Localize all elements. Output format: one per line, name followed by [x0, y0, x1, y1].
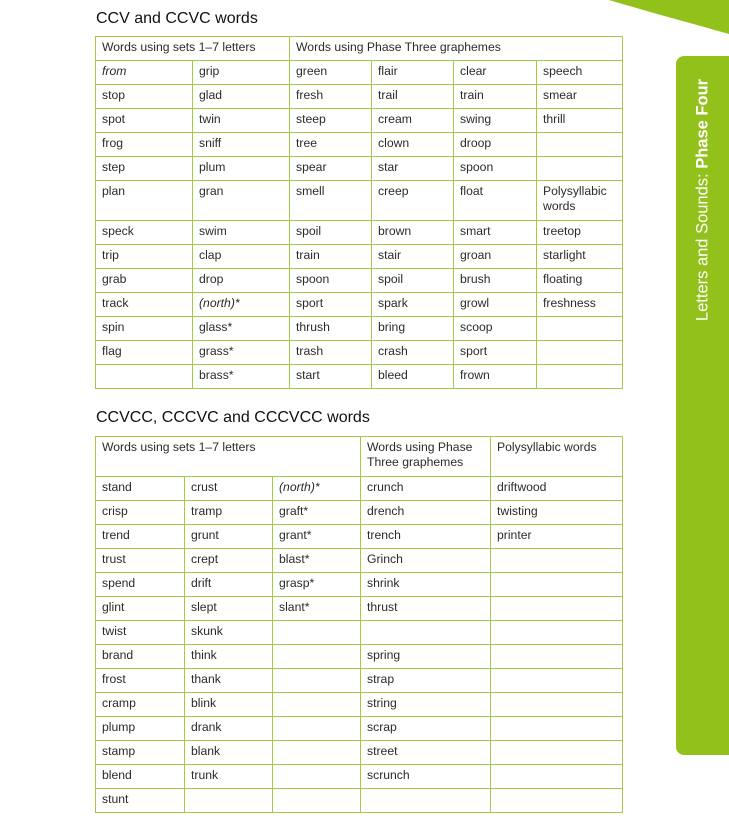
table-row	[96, 61, 623, 85]
table-cell: from	[96, 61, 193, 85]
table-row	[96, 477, 623, 501]
table-cell: (north)*	[193, 293, 290, 317]
table-cell: drank	[185, 717, 273, 741]
table-cell: street	[361, 741, 491, 765]
table-cell: train	[290, 245, 372, 269]
table-cell: star	[372, 157, 454, 181]
table-cell: frown	[454, 365, 537, 389]
table-cell: string	[361, 693, 491, 717]
side-tab	[676, 56, 729, 755]
table-cell: clap	[193, 245, 290, 269]
table-cell: plump	[96, 717, 185, 741]
table-row	[96, 341, 623, 365]
table-cell: gran	[193, 181, 290, 221]
table-row	[96, 181, 623, 221]
table-cell: scoop	[454, 317, 537, 341]
table-cell: stand	[96, 477, 185, 501]
table-cell: spark	[372, 293, 454, 317]
table-cell: crust	[185, 477, 273, 501]
table-row	[96, 717, 623, 741]
table-cell: crisp	[96, 501, 185, 525]
table-cell: droop	[454, 133, 537, 157]
table-cell: thank	[185, 669, 273, 693]
table-cell: spoon	[454, 157, 537, 181]
table-cell	[273, 741, 361, 765]
table-cell: bleed	[372, 365, 454, 389]
table-cell: trench	[361, 525, 491, 549]
table-row	[96, 245, 623, 269]
table-cell: drop	[193, 269, 290, 293]
table-cell: trash	[290, 341, 372, 365]
table-cell	[491, 669, 623, 693]
table-row	[96, 789, 623, 813]
table-cell: sport	[290, 293, 372, 317]
table-cell	[273, 621, 361, 645]
table-cell: crash	[372, 341, 454, 365]
table-cell: spring	[361, 645, 491, 669]
table-row	[96, 669, 623, 693]
table-cell: blink	[185, 693, 273, 717]
section1-title: CCV and CCVC words	[96, 10, 258, 27]
table-cell	[537, 341, 623, 365]
table-cell: flag	[96, 341, 193, 365]
table-row	[96, 269, 623, 293]
table-cell: start	[290, 365, 372, 389]
table-row	[96, 549, 623, 573]
table-cell: crept	[185, 549, 273, 573]
table-cell: skunk	[185, 621, 273, 645]
table-cell	[185, 789, 273, 813]
table-cell: trail	[372, 85, 454, 109]
header-sets-letters: Words using sets 1–7 letters	[96, 37, 290, 61]
table-cell	[491, 645, 623, 669]
table-cell: grasp*	[273, 573, 361, 597]
table-cell: bring	[372, 317, 454, 341]
table-cell: printer	[491, 525, 623, 549]
table-cell: tramp	[185, 501, 273, 525]
table-cell: spot	[96, 109, 193, 133]
table-cell: thrush	[290, 317, 372, 341]
table-cell: grip	[193, 61, 290, 85]
table-row	[96, 109, 623, 133]
section2-title: CCVCC, CCCVC and CCCVCC words	[96, 409, 370, 426]
table-cell	[273, 693, 361, 717]
header-sets-letters: Words using sets 1–7 letters	[96, 437, 361, 477]
table-cell: plan	[96, 181, 193, 221]
table-cell: plum	[193, 157, 290, 181]
table-cell: grab	[96, 269, 193, 293]
table-cell: smear	[537, 85, 623, 109]
table-cell: trend	[96, 525, 185, 549]
table-row	[96, 621, 623, 645]
table-cell: cream	[372, 109, 454, 133]
table-cell: step	[96, 157, 193, 181]
table-cell: creep	[372, 181, 454, 221]
table-cell: slept	[185, 597, 273, 621]
table-cell: frog	[96, 133, 193, 157]
table-cell: cramp	[96, 693, 185, 717]
table-cell: groan	[454, 245, 537, 269]
table-cell: brand	[96, 645, 185, 669]
table-cell: think	[185, 645, 273, 669]
table-cell: frost	[96, 669, 185, 693]
table-cell: steep	[290, 109, 372, 133]
table-cell: shrink	[361, 573, 491, 597]
table-cell: glass*	[193, 317, 290, 341]
side-tab-text	[693, 79, 712, 321]
table-cell: spear	[290, 157, 372, 181]
table-cell	[273, 645, 361, 669]
table-cell	[273, 669, 361, 693]
table-cell: treetop	[537, 221, 623, 245]
table-cell: trunk	[185, 765, 273, 789]
table-cell: spend	[96, 573, 185, 597]
table-cell: (north)*	[273, 477, 361, 501]
table-cell: freshness	[537, 293, 623, 317]
table-cell: Polysyllabic words	[537, 181, 623, 221]
table-cell: brush	[454, 269, 537, 293]
table-row	[96, 741, 623, 765]
table-row	[96, 573, 623, 597]
table-cell	[491, 573, 623, 597]
table-cell: spoil	[290, 221, 372, 245]
table-cell	[537, 157, 623, 181]
table-cell	[273, 717, 361, 741]
table-cell: grass*	[193, 341, 290, 365]
table-cell: drift	[185, 573, 273, 597]
table-cell	[491, 717, 623, 741]
ccvcc-table	[95, 436, 623, 813]
table-cell: spoon	[290, 269, 372, 293]
table-cell: brass*	[193, 365, 290, 389]
table-cell: swim	[193, 221, 290, 245]
table-cell: flair	[372, 61, 454, 85]
table-cell	[537, 365, 623, 389]
table-cell: twin	[193, 109, 290, 133]
table-cell	[273, 789, 361, 813]
table-cell: scrunch	[361, 765, 491, 789]
table-cell: tree	[290, 133, 372, 157]
table-cell	[273, 765, 361, 789]
table-cell	[491, 741, 623, 765]
table-cell: fresh	[290, 85, 372, 109]
table-header-row	[96, 437, 623, 477]
table-cell: smart	[454, 221, 537, 245]
table-cell: track	[96, 293, 193, 317]
table-cell: sniff	[193, 133, 290, 157]
table-cell: growl	[454, 293, 537, 317]
table-cell: driftwood	[491, 477, 623, 501]
table-cell: twisting	[491, 501, 623, 525]
table-row	[96, 525, 623, 549]
table-cell: graft*	[273, 501, 361, 525]
table-cell	[537, 317, 623, 341]
table-cell: blank	[185, 741, 273, 765]
table-row	[96, 693, 623, 717]
table-cell: spoil	[372, 269, 454, 293]
table-cell: spin	[96, 317, 193, 341]
table-cell: brown	[372, 221, 454, 245]
table-cell	[491, 597, 623, 621]
table-row	[96, 317, 623, 341]
table-cell: stair	[372, 245, 454, 269]
table-cell: swing	[454, 109, 537, 133]
table-row	[96, 85, 623, 109]
table-cell: blast*	[273, 549, 361, 573]
table-cell: green	[290, 61, 372, 85]
table-cell: strap	[361, 669, 491, 693]
table-cell: train	[454, 85, 537, 109]
table-cell: speech	[537, 61, 623, 85]
table-row	[96, 501, 623, 525]
header-polysyllabic: Polysyllabic words	[491, 437, 623, 477]
table-cell: blend	[96, 765, 185, 789]
table-row	[96, 221, 623, 245]
table-row	[96, 157, 623, 181]
table-row	[96, 645, 623, 669]
table-cell	[537, 133, 623, 157]
table-cell: sport	[454, 341, 537, 365]
header-phase-three: Words using Phase Three graphemes	[361, 437, 491, 477]
table-cell: float	[454, 181, 537, 221]
table-cell	[96, 365, 193, 389]
corner-swoosh	[589, 0, 729, 36]
table-cell	[491, 693, 623, 717]
table-cell: stamp	[96, 741, 185, 765]
side-tab-phase: Phase Four	[693, 78, 711, 169]
table-cell: thrill	[537, 109, 623, 133]
table-cell: speck	[96, 221, 193, 245]
table-row	[96, 133, 623, 157]
table-cell: thrust	[361, 597, 491, 621]
table-cell: stop	[96, 85, 193, 109]
table-cell: clear	[454, 61, 537, 85]
table-cell: stunt	[96, 789, 185, 813]
table-cell	[361, 789, 491, 813]
table-cell: twist	[96, 621, 185, 645]
table-cell	[491, 765, 623, 789]
table-header-row	[96, 37, 623, 61]
table-cell	[491, 789, 623, 813]
table-cell: glad	[193, 85, 290, 109]
table-row	[96, 365, 623, 389]
table-cell: slant*	[273, 597, 361, 621]
table-cell: trip	[96, 245, 193, 269]
table-cell	[491, 549, 623, 573]
table-cell: drench	[361, 501, 491, 525]
table-cell	[491, 621, 623, 645]
table-cell: floating	[537, 269, 623, 293]
side-tab-prefix: Letters and Sounds:	[693, 168, 711, 322]
ccv-ccvc-table	[95, 36, 623, 389]
table-row	[96, 293, 623, 317]
table-cell: Grinch	[361, 549, 491, 573]
table-cell: clown	[372, 133, 454, 157]
table-cell: glint	[96, 597, 185, 621]
header-phase-three: Words using Phase Three graphemes	[290, 37, 623, 61]
table-row	[96, 597, 623, 621]
table-cell: trust	[96, 549, 185, 573]
table-row	[96, 765, 623, 789]
table-cell	[361, 621, 491, 645]
table-cell: starlight	[537, 245, 623, 269]
table-cell: grunt	[185, 525, 273, 549]
table-cell: scrap	[361, 717, 491, 741]
table-cell: crunch	[361, 477, 491, 501]
table-cell: smell	[290, 181, 372, 221]
table-cell: grant*	[273, 525, 361, 549]
